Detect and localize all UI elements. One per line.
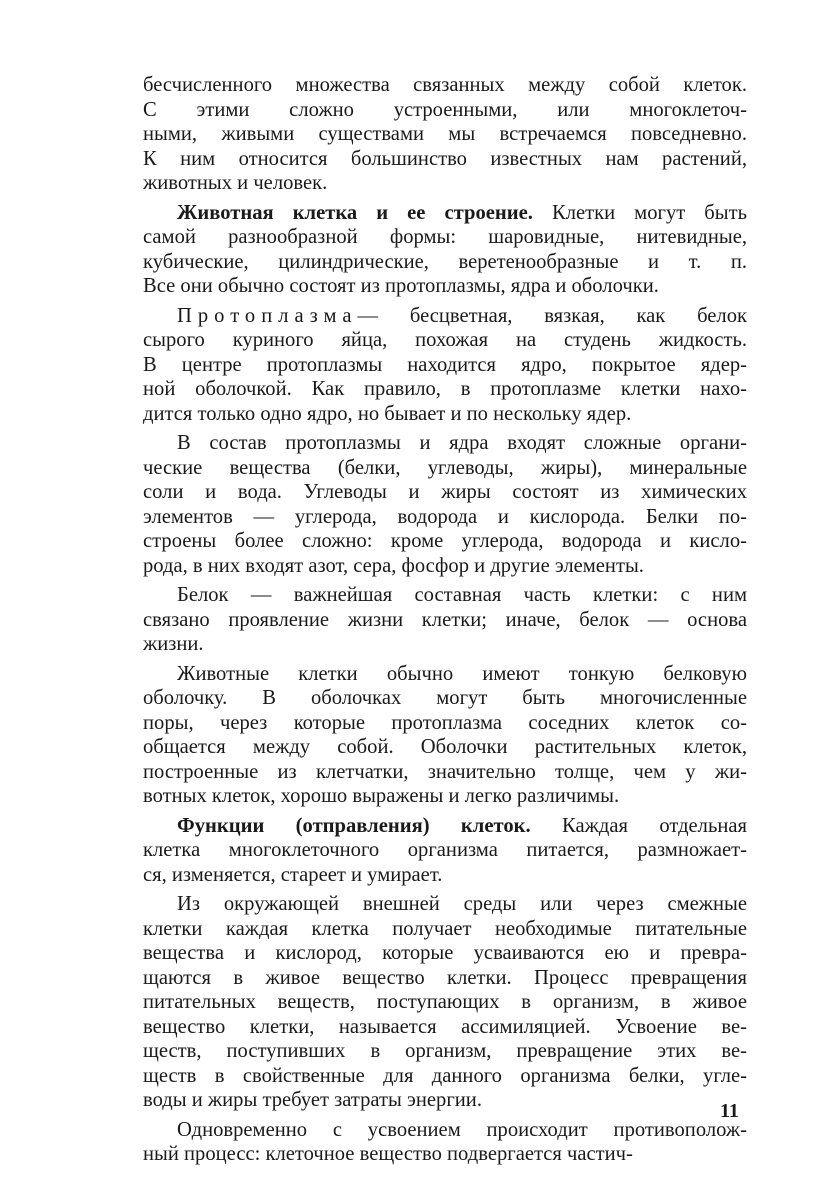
line-text: построенные из клетчатки, значительно толще, чем у жи- [143,760,747,783]
text-line [143,328,747,353]
paragraph [143,814,747,888]
line-text: Каждая отдельная [530,814,747,837]
line-text: соли и вода. Углеводы и жиры состоят из химических [143,481,747,503]
line-text: Белок — важнейшая составная часть клетки: с ним [177,584,747,606]
line-text: связано проявление жизни клетки; иначе, белок — основа [143,608,747,631]
text-line [143,122,747,147]
line-text: щаются в живое вещество клетки. Процесс превращения [143,966,747,989]
line-text: клетки каждая клетка получает необходимые питательные [143,917,747,940]
line-text: вещество клетки, называется ассимиляцией. Усвоение ве- [143,1015,747,1038]
text-line [143,304,747,329]
text-line [143,377,747,402]
paragraph [143,201,747,299]
paragraph [143,431,747,578]
line-text: общается между собой. Оболочки растительных клеток, [143,736,747,758]
text-line [143,1118,747,1143]
text-line [143,662,747,687]
line-text: Клетки могут быть [532,201,748,224]
line-text: С этими сложно устроенными, или многоклеточ- [143,98,747,121]
text-line [143,1015,747,1040]
text-line [143,784,747,809]
line-text: Животные клетки обычно имеют тонкую белковую [177,662,747,685]
text-line [143,505,747,530]
paragraph-heading: Функции (отправления) клеток. [177,814,531,837]
line-text: ной оболочкой. Как правило, в протоплазме клетки нахо- [143,378,747,400]
line-text: животных и человек. [143,172,328,194]
line-text: В состав протоплазмы и ядра входят сложные органи- [177,432,747,454]
text-line [143,711,747,736]
text-line [143,892,747,917]
text-line [143,171,747,196]
line-text: оболочку. В оболочках могут быть многочисленные [143,687,747,709]
text-line [143,1039,747,1064]
paragraph [143,662,747,809]
text-line [143,98,747,123]
line-text: Из окружающей внешней среды или через смежные [177,893,747,915]
text-line [143,1142,747,1167]
line-text: Одновременно с усвоением происходит противополож- [177,1118,747,1141]
text-line [143,917,747,942]
line-text: питательных веществ, поступающих в организм, в живое [143,991,747,1013]
text-line [143,1064,747,1089]
text-line [143,402,747,427]
text-line [143,73,747,98]
line-text: ческие вещества (белки, углеводы, жиры), минеральные [143,456,747,479]
text-line [143,147,747,172]
text-line [143,250,747,275]
line-text: поры, через которые протоплазма соседних клеток со- [143,711,747,734]
text-line [143,1088,747,1113]
line-text: В центре протоплазмы находится ядро, покрытое ядер- [143,353,747,376]
line-text: сырого куриного яйца, похожая на студень жидкость. [143,329,747,351]
line-text: вещества и кислород, которые усваиваются ею и превра- [143,942,747,964]
text-line [143,274,747,299]
line-text: К ним относится большинство известных нам растений, [143,147,747,170]
line-text: рода, в них входят азот, сера, фосфор и другие элементы. [143,554,644,577]
paragraph [143,892,747,1113]
spaced-term: Протоплазма [177,304,358,327]
text-line [143,760,747,785]
line-text: — бесцветная, вязкая, как белок [357,304,747,327]
paragraph-heading: Животная клетка и ее строение. [177,201,533,224]
paragraph [143,73,747,196]
paragraph [143,304,747,427]
line-text: ществ, поступивших в организм, превращение этих ве- [143,1040,747,1062]
line-text: строены более сложно: кроме углерода, водорода и кисло- [143,530,747,552]
paragraph [143,583,747,657]
text-line [143,480,747,505]
page-number: 11 [720,1100,739,1122]
line-text: ный процесс: клеточное вещество подвергается частич- [143,1143,633,1165]
text-line [143,941,747,966]
page-body [143,73,747,1167]
line-text: самой разнообразной формы: шаровидные, нитевидные, [143,226,747,248]
text-line [143,456,747,481]
line-text: вотных клеток, хорошо выражены и легко различимы. [143,785,620,807]
text-line [143,554,747,579]
line-text: Все они обычно состоят из протоплазмы, ядра и оболочки. [143,275,659,297]
line-text: ся, изменяется, стареет и умирает. [143,863,443,886]
text-line [143,990,747,1015]
text-line [143,583,747,608]
line-text: жизни. [143,633,204,655]
text-line [143,838,747,863]
text-line [143,353,747,378]
line-text: дится только одно ядро, но бывает и по нескольку ядер. [143,402,632,425]
line-text: элементов — углерода, водорода и кислорода. Белки по- [143,505,747,528]
text-line [143,529,747,554]
text-line [143,632,747,657]
line-text: ществ в свойственные для данного организма белки, угле- [143,1064,747,1087]
line-text: бесчисленного множества связанных между собой клеток. [143,74,747,96]
line-text: кубические, цилиндрические, веретенообразные и т. п. [143,250,747,273]
text-line [143,966,747,991]
text-line [143,686,747,711]
text-line [143,431,747,456]
text-line [143,863,747,888]
line-text: клетка многоклеточного организма питается, размножает- [143,839,747,861]
text-line [143,201,747,226]
line-text: ными, живыми существами мы встречаемся повседневно. [143,123,747,145]
text-line [143,225,747,250]
text-line [143,814,747,839]
text-line [143,735,747,760]
line-text: воды и жиры требует затраты энергии. [143,1089,482,1111]
paragraph [143,1118,747,1167]
text-line [143,608,747,633]
